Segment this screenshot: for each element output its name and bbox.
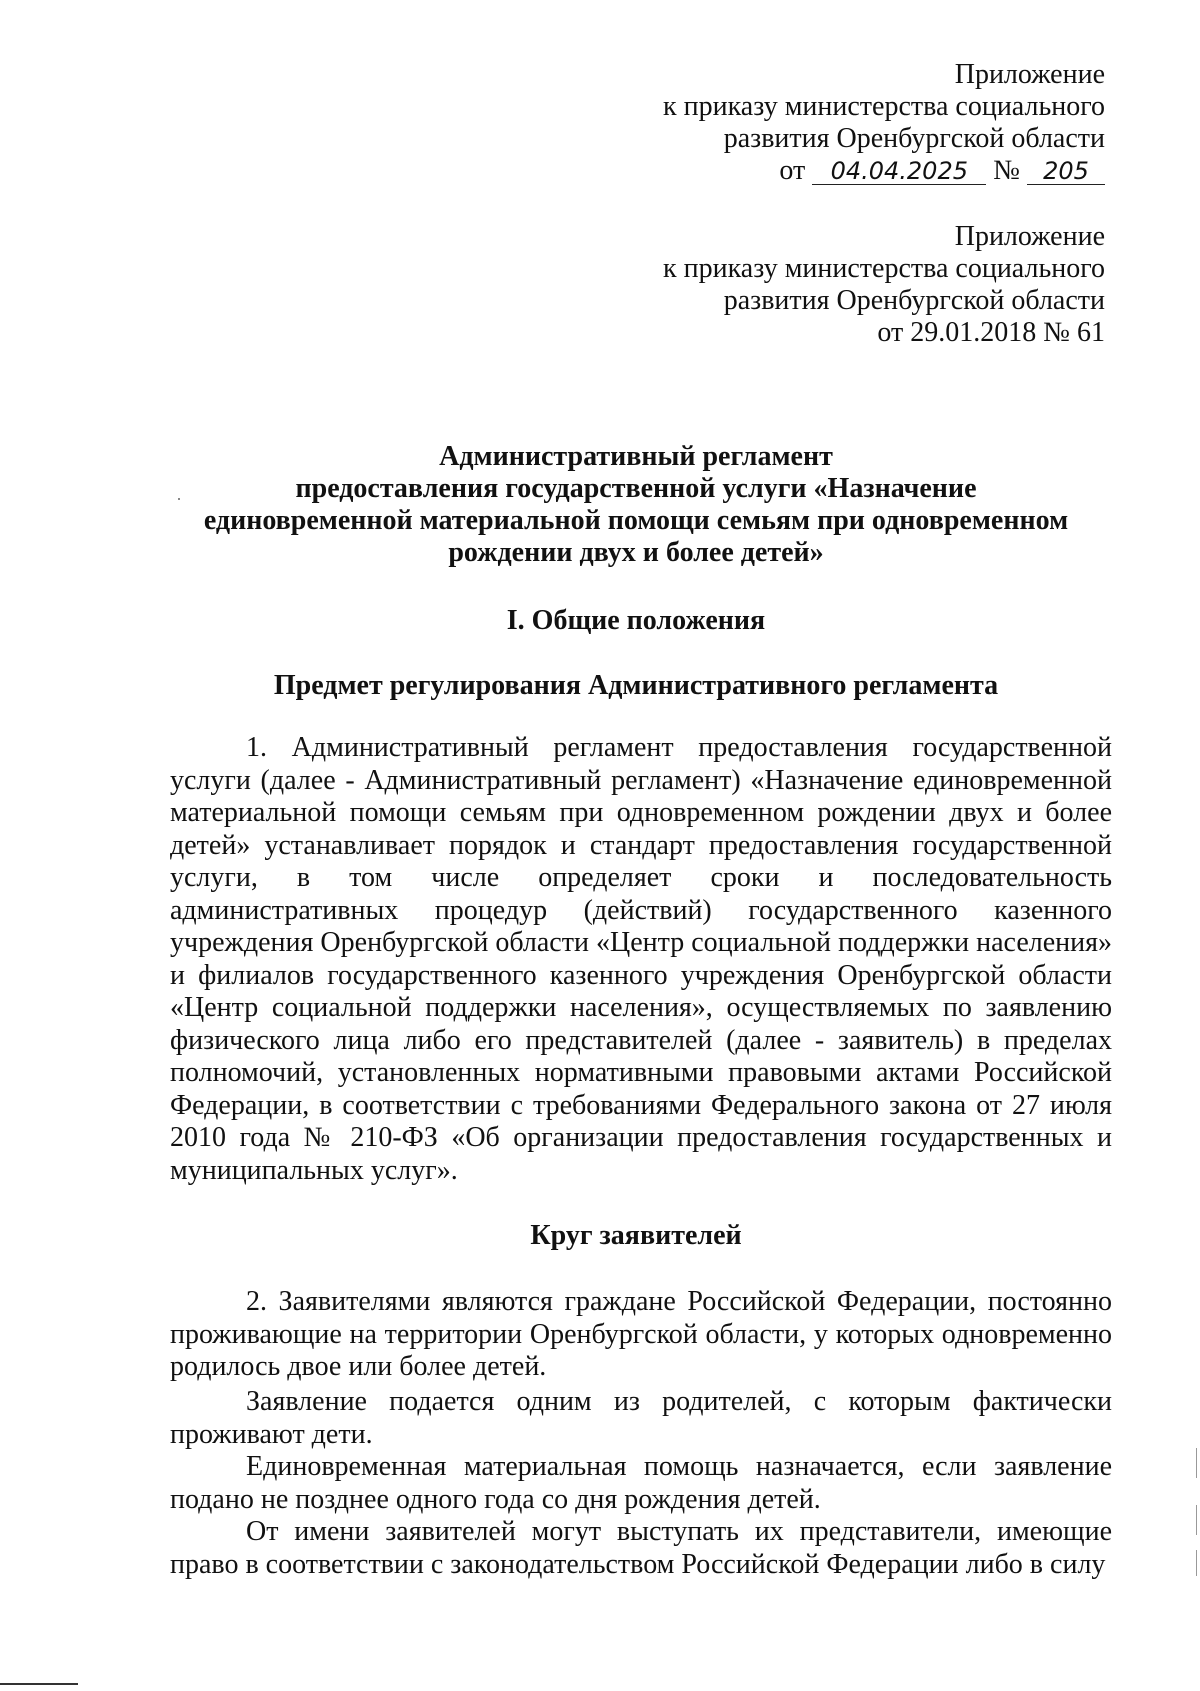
paragraph-4-text: Единовременная материальная помощь назначается, если заявление подано не позднее одного года со дня рождения детей. <box>170 1451 1112 1515</box>
handwritten-number: 205 <box>1027 158 1105 185</box>
scan-edge-mark <box>1196 1550 1197 1576</box>
title-line-2: предоставления государственной услуги «Назначение <box>295 473 977 504</box>
paragraph-3-text: Заявление подается одним из родителей, с которым фактически проживают дети. <box>170 1386 1112 1450</box>
paragraph-4 <box>170 1451 1112 1516</box>
scan-edge-mark <box>1196 1448 1197 1478</box>
number-prefix: № <box>993 155 1020 186</box>
handwritten-date: 04.04.2025 <box>812 158 986 185</box>
applicants-heading: Круг заявителей <box>530 1220 742 1251</box>
paragraph-5 <box>170 1516 1112 1581</box>
appendix-label: Приложение <box>954 59 1105 90</box>
paragraph-2-text: 2. Заявителями являются граждане Российской Федерации, постоянно проживающие на территории Оренбургской области, у которых одновременно родилось двое или более детей. <box>170 1286 1112 1382</box>
appendix-ministry-line: развития Оренбургской области <box>723 285 1105 316</box>
title-line-3: единовременной материальной помощи семьям при одновременном <box>203 505 1069 536</box>
appendix-ministry-line: развития Оренбургской области <box>723 123 1105 154</box>
paragraph-1 <box>170 732 1112 1187</box>
document-title <box>160 441 1112 569</box>
appendix-date-number-line <box>545 155 1105 187</box>
appendix-date-number-line: от 29.01.2018 № 61 <box>877 317 1105 348</box>
scan-artifact-line <box>0 1683 78 1685</box>
paragraph-5-text: От имени заявителей могут выступать их представители, имеющие право в соответствии с законодательством Российской Федерации либо в силу <box>170 1516 1112 1580</box>
appendix-order-line: к приказу министерства социального <box>663 253 1105 284</box>
paragraph-2 <box>170 1286 1112 1384</box>
appendix-label: Приложение <box>954 221 1105 252</box>
title-line-4: рождении двух и более детей» <box>448 537 824 568</box>
subject-heading: Предмет регулирования Административного регламента <box>273 670 999 701</box>
appendix-order-line: к приказу министерства социального <box>663 91 1105 122</box>
title-line-1: Административный регламент <box>439 441 833 472</box>
date-prefix: от <box>779 155 806 186</box>
scan-edge-mark <box>1196 1505 1197 1535</box>
appendix-original-order <box>545 221 1105 349</box>
paragraph-3 <box>170 1386 1112 1451</box>
appendix-current-order <box>545 59 1105 187</box>
paragraph-1-text: 1. Административный регламент предоставления государственной услуги (далее - Административный регламент) «Назначение единовременной материальной помощи семьям при одновременном рождении двух и более детей» устанавливает порядок и стандарт предоставления государственной услуги, в том числе определяет сроки и последовательность административных процедур (действий) государственного казенного учреждения Оренбургской области «Центр социальной поддержки населения» и филиалов государственного казенного учреждения Оренбургской области «Центр социальной поддержки населения», осуществляемых по заявлению физического лица либо его представителей (далее - заявитель) в пределах полномочий, установленных нормативными правовыми актами Российской Федерации, в соответствии с требованиями Федерального закона от 27 июля 2010 года № 210-ФЗ «Об организации предоставления государственных и муниципальных услуг». <box>170 732 1112 1186</box>
section-heading: I. Общие положения <box>506 605 766 636</box>
